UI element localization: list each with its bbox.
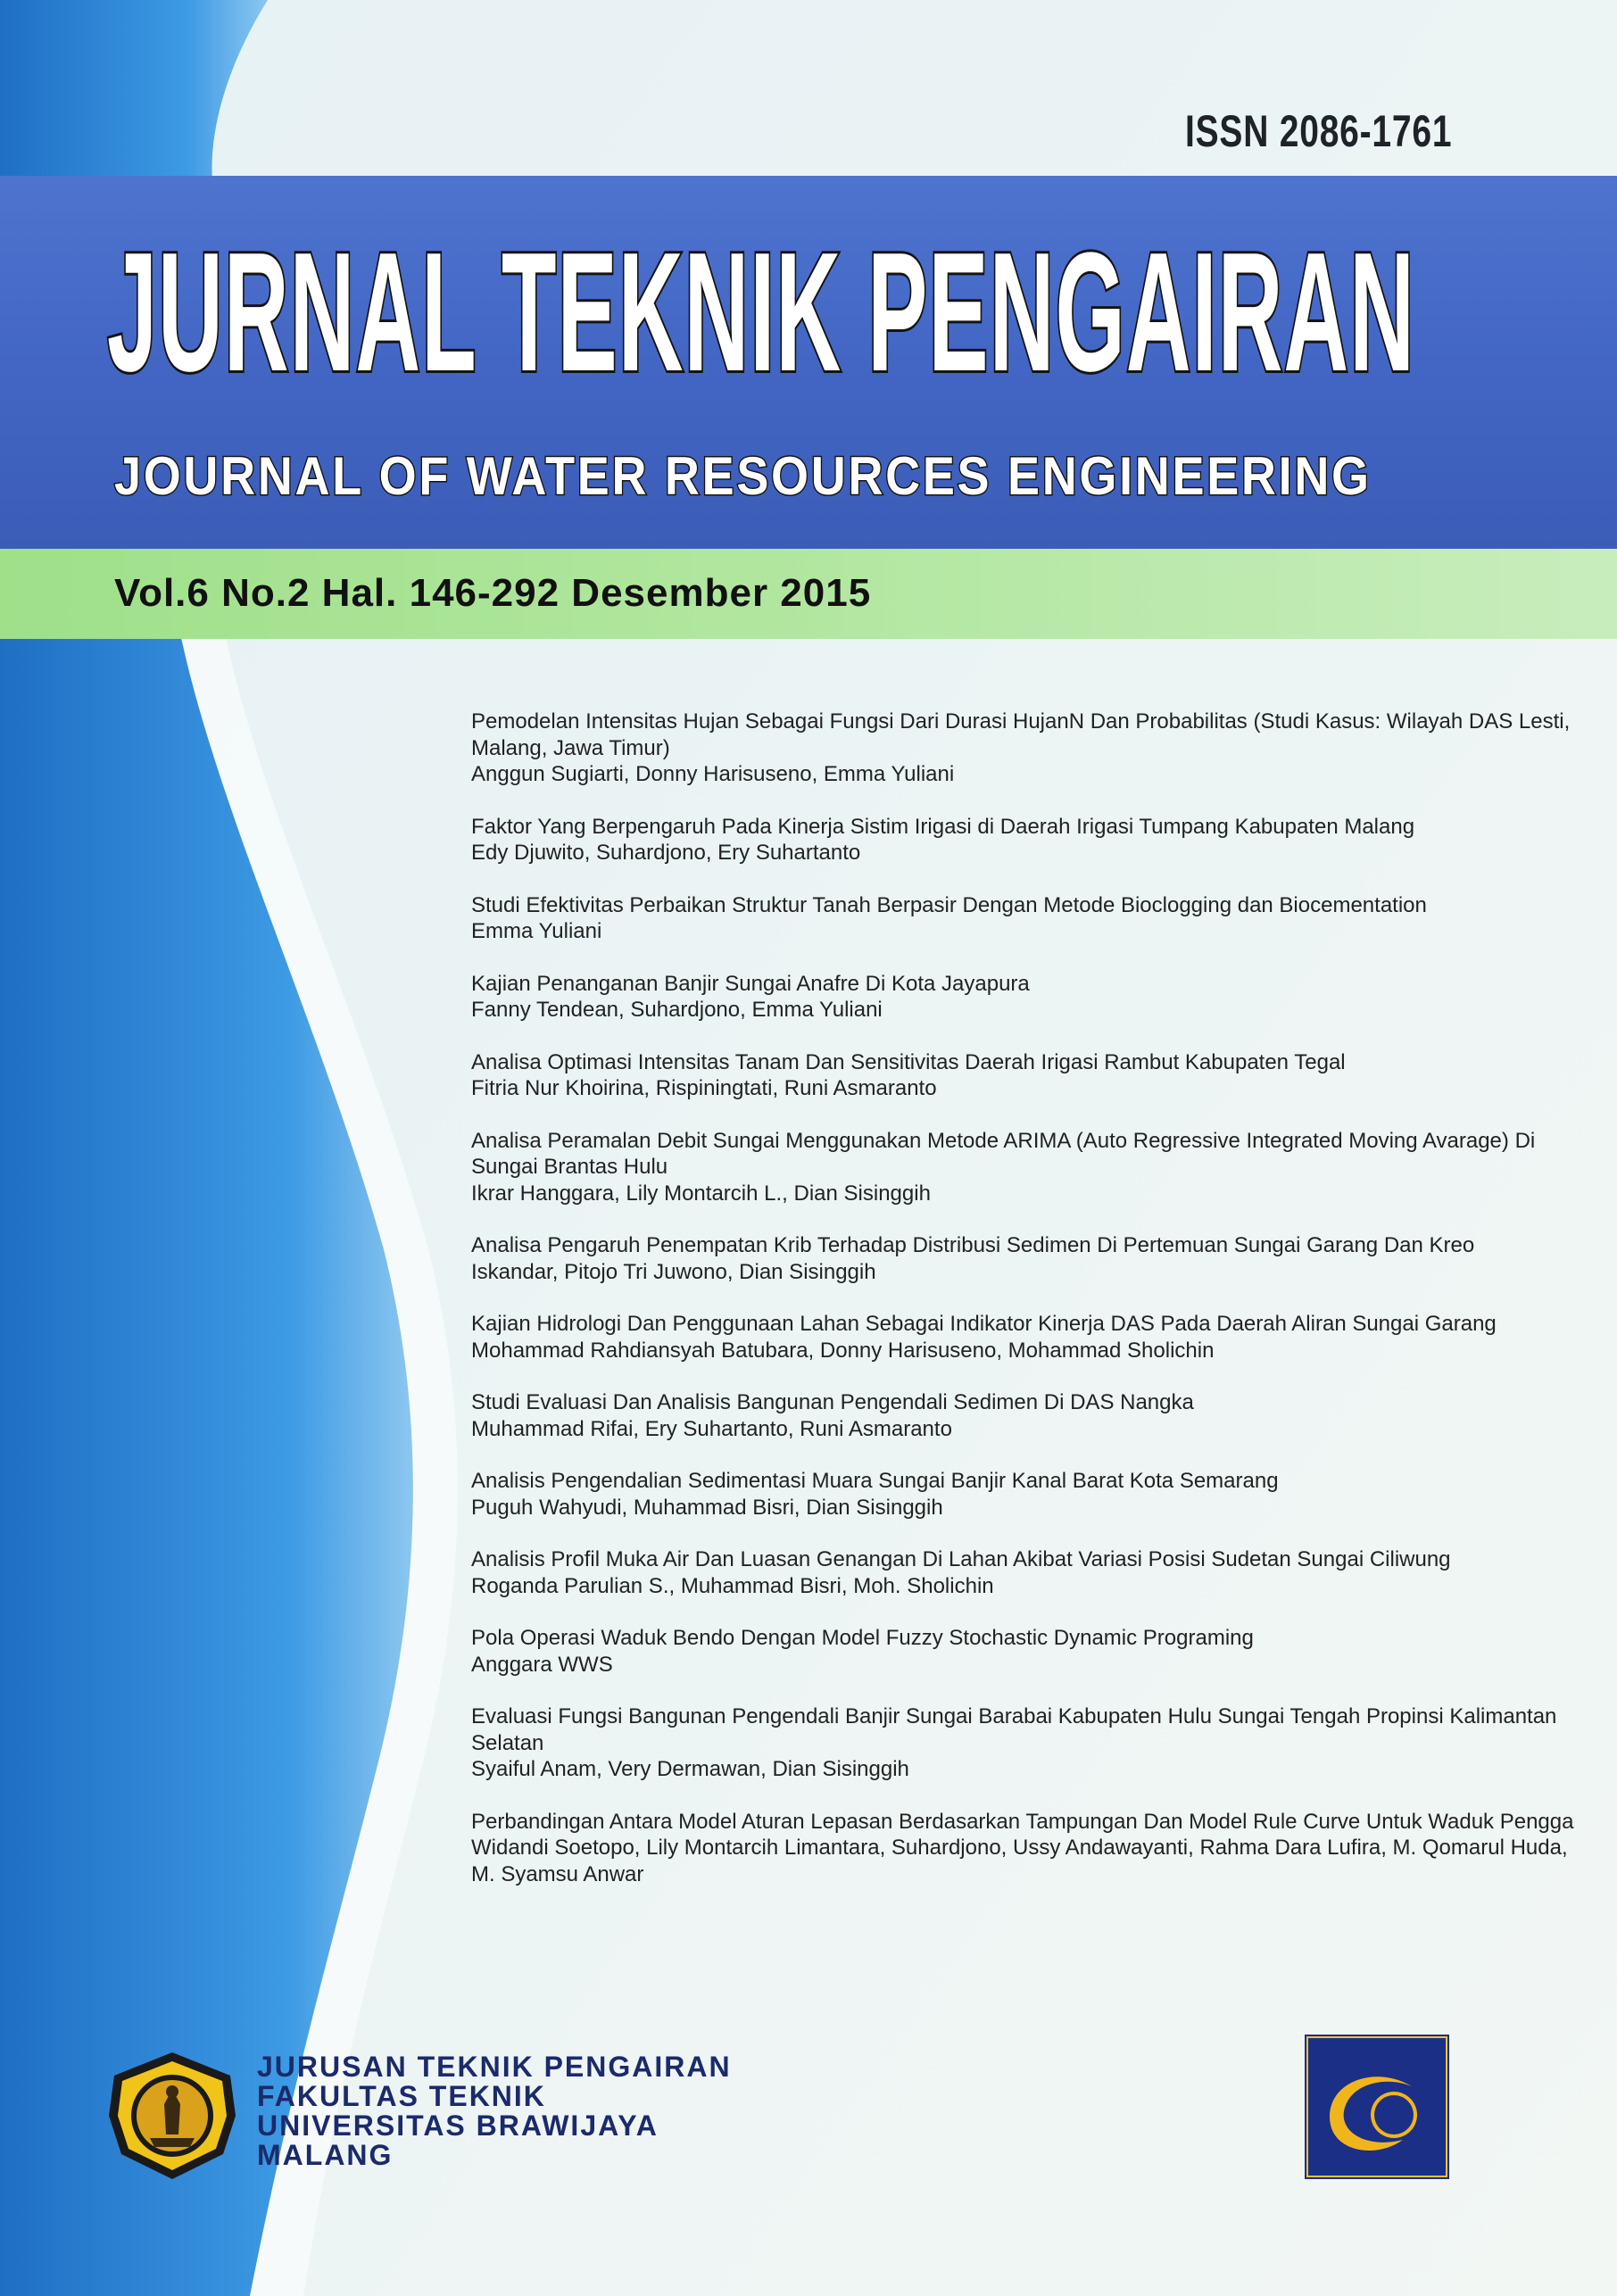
article-title: Faktor Yang Berpengaruh Pada Kinerja Sistim Irigasi di Daerah Irigasi Tumpang Kabupaten Malang <box>471 814 1415 839</box>
list-item <box>471 1468 1578 1521</box>
article-authors: Widandi Soetopo, Lily Montarcih Limantara, Suhardjono, Ussy Andawayanti, Rahma Dara Lufira, M. Qomarul Huda, M. Syamsu Anwar <box>471 1836 1568 1886</box>
list-item <box>471 1049 1578 1102</box>
article-title: Analisa Optimasi Intensitas Tanam Dan Sensitivitas Daerah Irigasi Rambut Kabupaten Tegal <box>471 1049 1346 1074</box>
article-authors: Mohammad Rahdiansyah Batubara, Donny Harisuseno, Mohammad Sholichin <box>471 1338 1215 1363</box>
article-title: Kajian Penanganan Banjir Sungai Anafre Di Kota Jayapura <box>471 971 1030 996</box>
article-authors: Anggun Sugiarti, Donny Harisuseno, Emma Yuliani <box>471 762 955 786</box>
article-title: Analisis Profil Muka Air Dan Luasan Genangan Di Lahan Akibat Variasi Posisi Sudetan Sungai Ciliwung <box>471 1547 1451 1571</box>
journal-title: JURNAL TEKNIK PENGAIRAN <box>107 218 1415 407</box>
journal-subtitle: JOURNAL OF WATER RESOURCES ENGINEERING <box>114 446 1372 506</box>
article-authors: Emma Yuliani <box>471 919 602 943</box>
article-authors: Syaiful Anam, Very Dermawan, Dian Sisinggih <box>471 1757 909 1781</box>
article-authors: Muhammad Rifai, Ery Suhartanto, Runi Asmaranto <box>471 1416 952 1441</box>
article-title: Analisa Pengaruh Penempatan Krib Terhadap Distribusi Sedimen Di Pertemuan Sungai Garang Dan Kreo <box>471 1233 1475 1257</box>
article-authors: Ikrar Hanggara, Lily Montarcih L., Dian Sisinggih <box>471 1181 931 1206</box>
article-authors: Fanny Tendean, Suhardjono, Emma Yuliani <box>471 998 883 1022</box>
article-title: Kajian Hidrologi Dan Penggunaan Lahan Sebagai Indikator Kinerja DAS Pada Daerah Aliran Sungai Garang <box>471 1312 1497 1336</box>
institution-line: FAKULTAS TEKNIK <box>257 2080 546 2112</box>
list-item <box>471 1625 1578 1678</box>
join-ub-logo-icon <box>1305 2035 1449 2179</box>
article-title: Pola Operasi Waduk Bendo Dengan Model Fuzzy Stochastic Dynamic Programing <box>471 1626 1254 1650</box>
list-item <box>471 1311 1578 1364</box>
list-item <box>471 1703 1578 1783</box>
list-item <box>471 1809 1578 1888</box>
article-authors: Iskandar, Pitojo Tri Juwono, Dian Sisinggih <box>471 1259 876 1284</box>
article-title: Pemodelan Intensitas Hujan Sebagai Fungsi Dari Durasi HujanN Dan Probabilitas (Studi Kasus: Wilayah DAS Lesti, Malang, Jawa Timur) <box>471 709 1571 760</box>
university-seal-icon <box>105 2049 239 2183</box>
list-item <box>471 814 1578 866</box>
article-title: Evaluasi Fungsi Bangunan Pengendali Banjir Sungai Barabai Kabupaten Hulu Sungai Tengah Propinsi Kalimantan Selatan <box>471 1704 1557 1755</box>
article-authors: Roganda Parulian S., Muhammad Bisri, Moh. Sholichin <box>471 1573 994 1598</box>
table-of-contents <box>471 709 1578 1913</box>
list-item <box>471 709 1578 788</box>
list-item <box>471 1232 1578 1285</box>
list-item <box>471 1389 1578 1442</box>
list-item <box>471 1128 1578 1207</box>
institution-line: JURUSAN TEKNIK PENGAIRAN <box>257 2051 732 2083</box>
article-title: Analisis Pengendalian Sedimentasi Muara Sungai Banjir Kanal Barat Kota Semarang <box>471 1469 1279 1493</box>
issn-label: ISSN 2086-1761 <box>1185 106 1453 156</box>
article-title: Studi Efektivitas Perbaikan Struktur Tanah Berpasir Dengan Metode Bioclogging dan Biocementation <box>471 892 1427 917</box>
institution-line: UNIVERSITAS BRAWIJAYA <box>257 2110 659 2142</box>
article-title: Analisa Peramalan Debit Sungai Menggunakan Metode ARIMA (Auto Regressive Integrated Moving Avarage) Di Sungai Brantas Hulu <box>471 1128 1536 1179</box>
institution-block <box>257 2052 732 2170</box>
article-authors: Anggara WWS <box>471 1652 613 1677</box>
list-item <box>471 1546 1578 1599</box>
article-authors: Edy Djuwito, Suhardjono, Ery Suhartanto <box>471 841 861 865</box>
article-authors: Fitria Nur Khoirina, Rispiningtati, Runi Asmaranto <box>471 1076 937 1100</box>
article-authors: Puguh Wahyudi, Muhammad Bisri, Dian Sisinggih <box>471 1495 943 1520</box>
list-item <box>471 892 1578 945</box>
institution-line: MALANG <box>257 2139 394 2171</box>
volume-info: Vol.6 No.2 Hal. 146-292 Desember 2015 <box>114 571 872 615</box>
article-title: Studi Evaluasi Dan Analisis Bangunan Pengendali Sedimen Di DAS Nangka <box>471 1390 1194 1414</box>
article-title: Perbandingan Antara Model Aturan Lepasan Berdasarkan Tampungan Dan Model Rule Curve Untuk Waduk Pengga <box>471 1809 1574 1834</box>
list-item <box>471 971 1578 1024</box>
